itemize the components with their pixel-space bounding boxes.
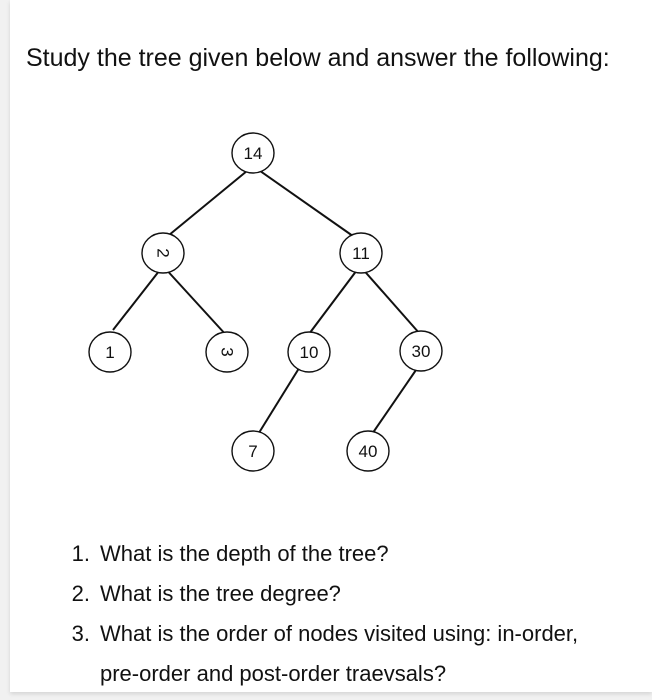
edge-14-11 xyxy=(253,166,360,241)
tree-node-10 xyxy=(288,332,330,372)
node-label-3: 3 xyxy=(217,347,237,357)
node-label-1: 1 xyxy=(105,343,115,362)
question-item xyxy=(48,614,618,694)
node-label-10: 10 xyxy=(299,343,319,362)
question-number: 1. xyxy=(71,541,90,566)
edge-11-30 xyxy=(360,266,420,334)
edge-2-1 xyxy=(113,266,163,330)
node-label-2: 2 xyxy=(153,248,173,258)
node-label-30: 30 xyxy=(411,342,431,361)
question-text: What is the tree degree? xyxy=(100,581,341,606)
question-text: What is the depth of the tree? xyxy=(100,541,389,566)
edge-14-2 xyxy=(163,166,253,240)
tree-node-30 xyxy=(400,331,442,371)
question-item xyxy=(48,574,618,614)
tree-node-1 xyxy=(89,332,131,372)
edge-30-40 xyxy=(370,370,416,437)
tree-node-14 xyxy=(232,133,274,173)
tree-node-40 xyxy=(347,431,389,471)
tree-node-2 xyxy=(142,233,184,273)
question-item xyxy=(48,534,618,574)
question-list xyxy=(48,534,618,694)
tree-edges xyxy=(113,166,420,437)
node-label-40: 40 xyxy=(358,442,378,461)
node-label-14: 14 xyxy=(243,144,263,163)
tree-node-11 xyxy=(340,233,382,273)
tree-node-3 xyxy=(206,332,248,372)
edge-11-10 xyxy=(306,266,360,338)
question-heading: Study the tree given below and answer the following: xyxy=(26,44,610,72)
question-text: What is the order of nodes visited using: in-order, pre-order and post-order traevsals? xyxy=(100,621,579,686)
node-label-11: 11 xyxy=(352,244,370,263)
question-number: 2. xyxy=(71,581,90,606)
edge-2-3 xyxy=(163,266,227,336)
node-label-7: 7 xyxy=(248,442,258,461)
question-number: 3. xyxy=(71,621,90,646)
edge-10-7 xyxy=(257,365,301,436)
tree-node-7 xyxy=(232,431,274,471)
